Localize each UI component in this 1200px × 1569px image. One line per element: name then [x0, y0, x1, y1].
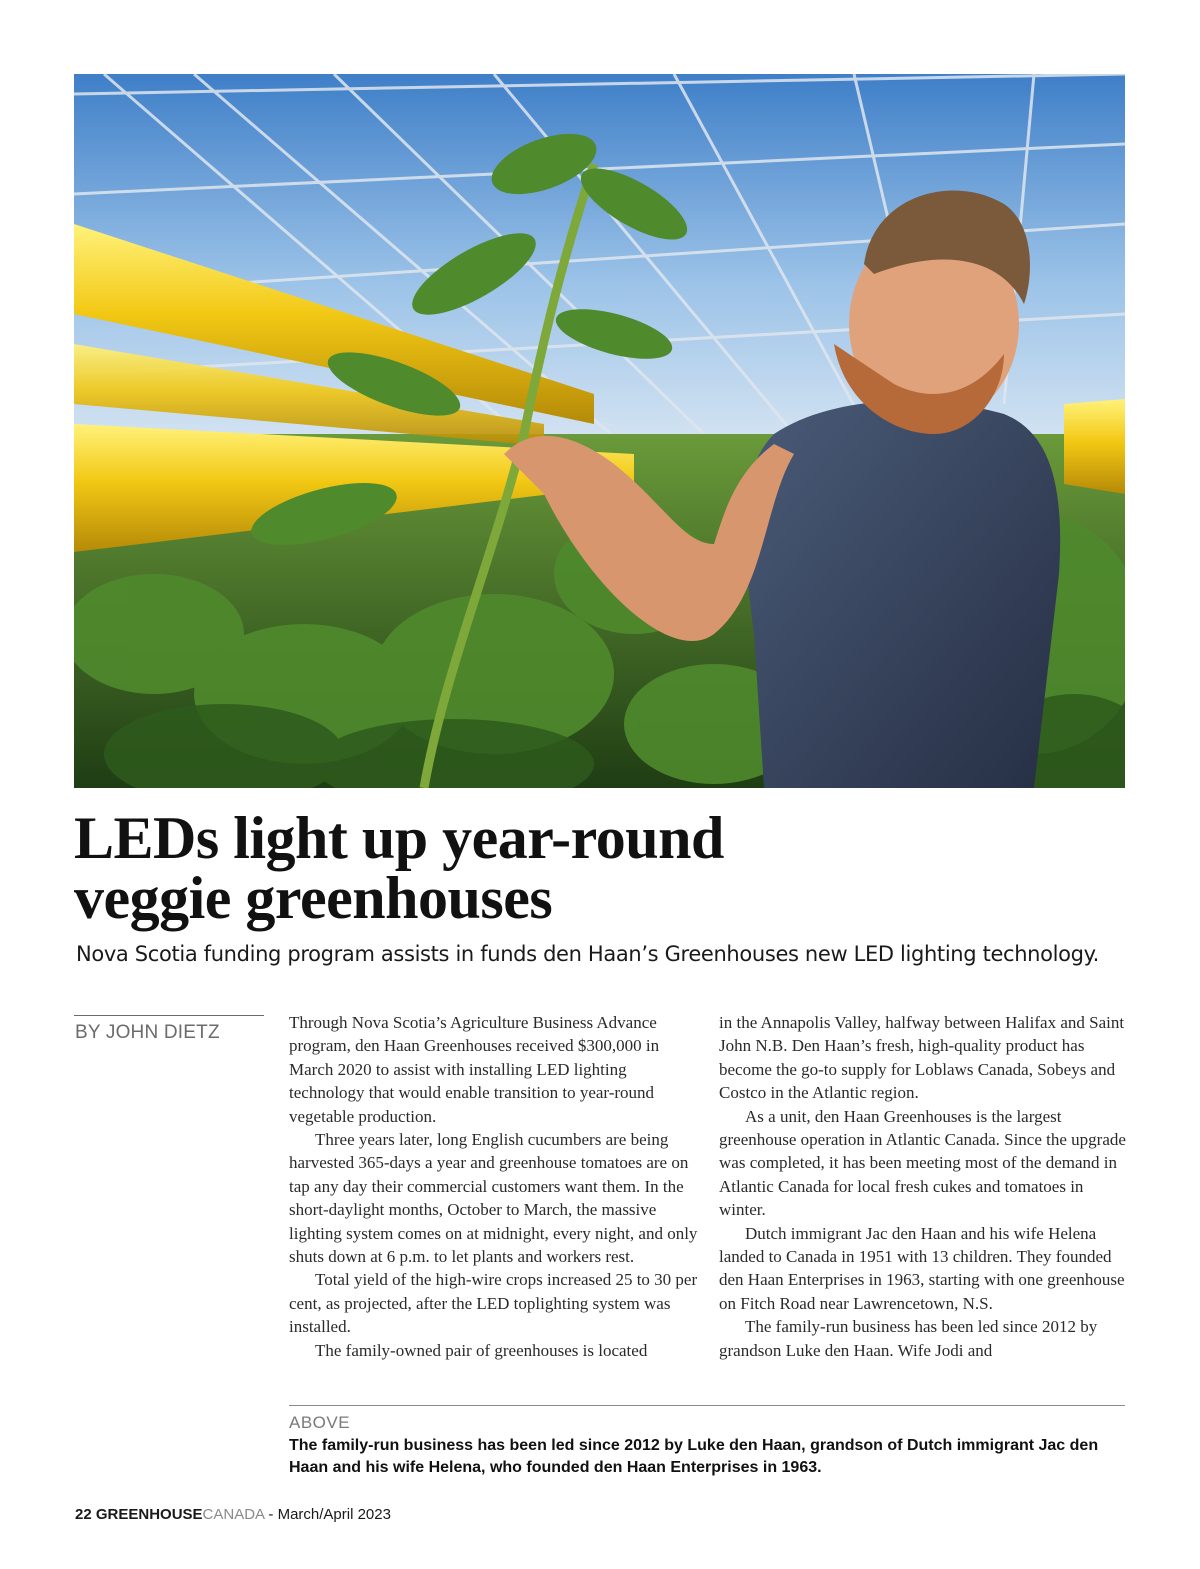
col2-paragraph-1: in the Annapolis Valley, halfway between Halifax and Saint John N.B. Den Haan’s fresh, high-quality product has become the go-to supply for Loblaws Canada, Sobeys and Costco in the Atlantic region.	[719, 1013, 1125, 1103]
byline-rule	[74, 1015, 264, 1016]
page-footer	[75, 1506, 391, 1523]
col1-paragraph-3: Total yield of the high-wire crops increased 25 to 30 per cent, as projected, after the LED toplighting system was installed.	[289, 1270, 698, 1337]
page-number: 22	[75, 1506, 92, 1523]
caption-rule	[289, 1405, 1125, 1406]
col1-paragraph-2: Three years later, long English cucumbers are being harvested 365-days a year and greenhouse tomatoes are on tap any day their commercial customers want them. In the short-daylight months, October to March, the massive lighting system comes on at midnight, every night, and only shuts down at 6 p.m. to let plants and workers rest.	[289, 1130, 698, 1267]
magazine-name: GREENHOUSE	[95, 1506, 203, 1523]
magazine-country: CANADA	[202, 1506, 265, 1523]
photo-caption: The family-run business has been led since 2012 by Luke den Haan, grandson of Dutch immigrant Jac den Haan and his wife Helena, who founded den Haan Enterprises in 1963.	[289, 1437, 1099, 1476]
body-column-2	[719, 1011, 1129, 1362]
headline-line-2: veggie greenhouses	[74, 865, 553, 931]
col1-paragraph-4: The family-owned pair of greenhouses is located	[315, 1340, 648, 1360]
body-column-1	[289, 1011, 699, 1362]
article-deck: Nova Scotia funding program assists in funds den Haan’s Greenhouses new LED lighting technology.	[76, 942, 1100, 966]
article-headline	[74, 805, 1125, 931]
col1-paragraph-1: Through Nova Scotia’s Agriculture Business Advance program, den Haan Greenhouses received $300,000 in March 2020 to assist with installing LED lighting technology that would enable transition to year-round vegetable production.	[289, 1013, 660, 1126]
issue-date: - March/April 2023	[268, 1506, 391, 1523]
greenhouse-worker-image	[74, 74, 1125, 788]
byline: BY JOHN DIETZ	[75, 1022, 220, 1043]
hero-photo	[74, 74, 1125, 788]
headline-line-1: LEDs light up year-round	[74, 805, 724, 871]
caption-label: ABOVE	[289, 1413, 351, 1432]
col2-paragraph-4: The family-run business has been led since 2012 by grandson Luke den Haan. Wife Jodi and	[719, 1317, 1098, 1360]
col2-paragraph-3: Dutch immigrant Jac den Haan and his wife Helena landed to Canada in 1951 with 13 children. They founded den Haan Enterprises in 1963, starting with one greenhouse on Fitch Road near Lawrencetown, N.S.	[719, 1223, 1125, 1313]
col2-paragraph-2: As a unit, den Haan Greenhouses is the largest greenhouse operation in Atlantic Canada. Since the upgrade was completed, it has been meeting most of the demand in Atlantic Canada for local fresh cukes and tomatoes in winter.	[719, 1106, 1126, 1220]
